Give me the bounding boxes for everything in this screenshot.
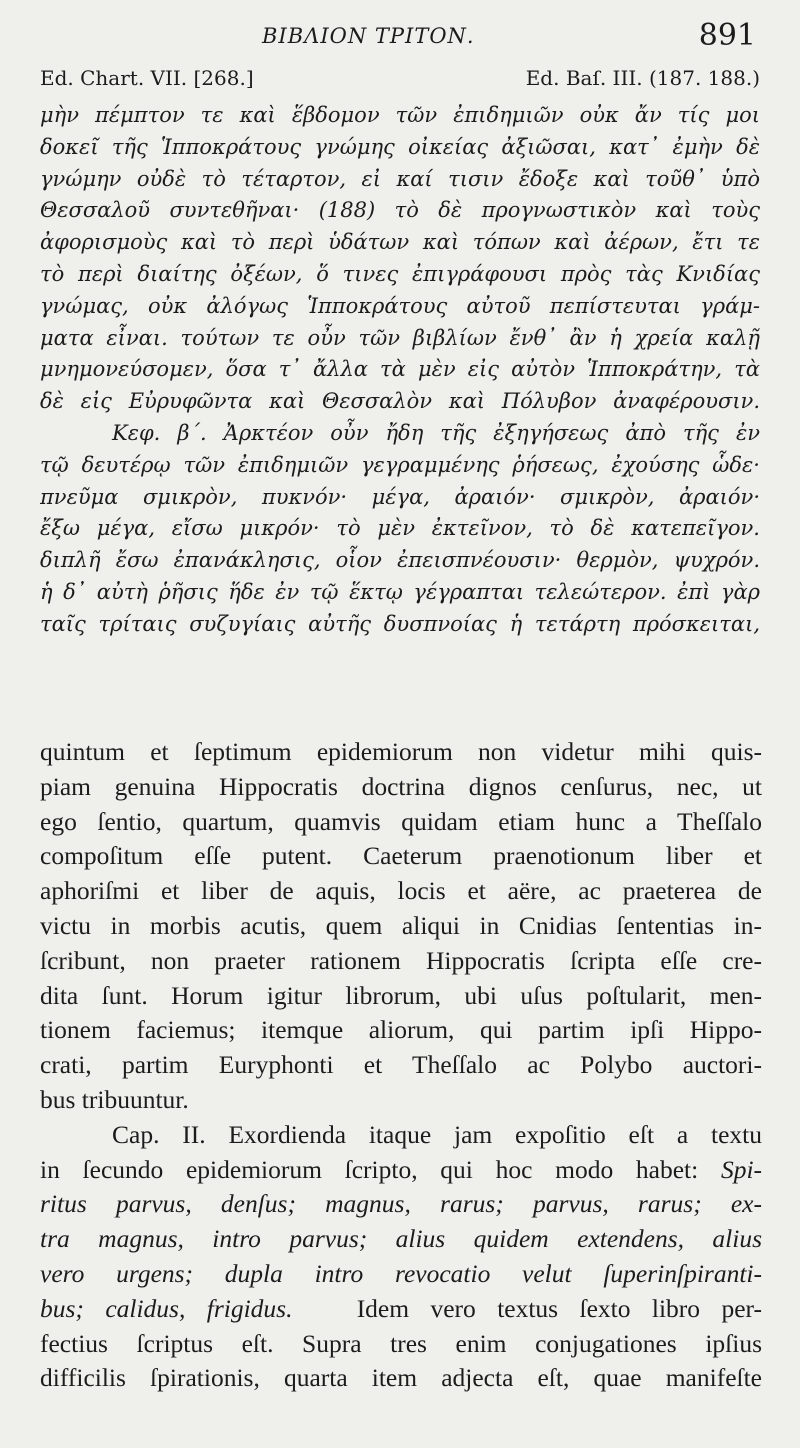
greek-line: τῷ δευτέρῳ τῶν ἐπιδημιῶν γεγραμμένης ῥήσεως, ἐχούσης ὧδε·	[40, 452, 760, 477]
latin-line: victu in morbis acutis, quem aliqui in Cnidias ſententias in-	[40, 910, 762, 940]
greek-line: μὴν πέμπτον τε καὶ ἕβδομον τῶν ἐπιδημιῶν οὐκ ἄν τίς μοι	[40, 103, 760, 127]
latin-line: aphoriſmi et liber de aquis, locis et aëre, ac praeterea de	[40, 876, 762, 906]
latin-line-text: Idem vero textus ſexto libro per-	[356, 1293, 762, 1323]
greek-line: μνημονεύσομεν, ὅσα τ᾽ ἄλλα τὰ μὲν εἰς αὐτὸν Ἱπποκράτην, τὰ	[40, 357, 760, 382]
greek-line: γνώμας, οὐκ ἀλόγως Ἱπποκράτους αὐτοῦ πεπίστευται γράμ-	[40, 293, 760, 318]
latin-line: ſcribunt, non praeter rationem Hippocratis ſcripta eſſe cre-	[40, 945, 762, 975]
latin-line: fectius ſcriptus eſt. Supra tres enim conjugationes ipſius	[40, 1328, 762, 1358]
latin-line: tionem faciemus; itemque aliorum, qui partim ipſi Hippo-	[40, 1015, 762, 1045]
latin-line: crati, partim Euryphonti et Theſſalo ac Polybo auctori-	[40, 1050, 762, 1080]
greek-line: ἡ δ᾽ αὐτὴ ῥῆσις ἥδε ἐν τῷ ἕκτῳ γέγραπται τελεώτερον. ἐπὶ γὰρ	[40, 579, 760, 604]
latin-line-with-italic	[40, 1153, 762, 1188]
greek-line: ἔξω μέγα, εἴσω μικρόν· τὸ μὲν ἐκτεῖνον, τὸ δὲ κατεπεῖγον.	[40, 516, 760, 541]
latin-chapter-heading-line: Cap. II. Exordienda itaque jam expoſitio eſt a textu	[112, 1119, 762, 1149]
edition-left: Ed. Chart. VII. [268.]	[40, 66, 254, 90]
greek-text-block	[40, 100, 760, 641]
edition-reference-line	[40, 66, 760, 90]
latin-text-block	[40, 735, 762, 1396]
latin-quote-end: bus; calidus, frigidus.	[40, 1293, 293, 1323]
greek-line: δοκεῖ τῆς Ἱπποκράτους γνώμης οἰκείας ἀξιῶσαι, κατ᾽ ἐμὴν δὲ	[40, 134, 760, 159]
latin-quote-start: Spi-	[720, 1154, 762, 1184]
edition-right: Ed. Baſ. III. (187. 188.)	[525, 66, 760, 90]
greek-chapter-heading-line: Κεφ. β΄. Ἀρκτέον οὖν ἤδη τῆς ἐξηγήσεως ἀπὸ τῆς ἐν	[112, 420, 760, 445]
page-number: 891	[698, 18, 756, 53]
latin-line: compoſitum eſſe putent. Caeterum praenotionum liber et	[40, 841, 762, 871]
running-title: ΒΙΒΛΙΟΝ ΤΡΙΤΟΝ.	[262, 24, 475, 48]
page-header	[0, 18, 800, 58]
greek-line: ἀφορισμοὺς καὶ τὸ περὶ ὑδάτων καὶ τόπων καὶ ἀέρων, ἔτι τε	[40, 230, 760, 255]
greek-line: ταῖς τρίταις συζυγίαις αὐτῆς δυσπνοίας ἡ τετάρτη πρόσκειται,	[40, 611, 760, 636]
latin-line: dita ſunt. Horum igitur librorum, ubi uſus poſtularit, men-	[40, 980, 762, 1010]
greek-line: πνεῦμα σμικρὸν, πυκνόν· μέγα, ἀραιόν· σμικρὸν, ἀραιόν·	[40, 484, 760, 509]
latin-line-with-italic	[40, 1292, 762, 1327]
latin-line: bus tribuuntur.	[40, 1084, 189, 1114]
latin-line-text: in ſecundo epidemiorum ſcripto, qui hoc modo habet:	[40, 1154, 699, 1184]
greek-line: ματα εἶναι. τούτων τε οὖν τῶν βιβλίων ἔνθ᾽ ἂν ἡ χρεία καλῇ	[40, 325, 760, 350]
greek-line: διπλῆ ἔσω ἐπανάκλησις, οἷον ἐπεισπνέουσιν· θερμὸν, ψυχρόν.	[40, 548, 760, 573]
greek-line: Θεσσαλοῦ συντεθῆναι· (188) τὸ δὲ προγνωστικὸν καὶ τοὺς	[40, 198, 760, 223]
greek-line: γνώμην οὐδὲ τὸ τέταρτον, εἰ καί τισιν ἔδοξε καὶ τοῦθ᾽ ὑπὸ	[40, 166, 760, 191]
latin-quote-line: ritus parvus, denſus; magnus, rarus; parvus, rarus; ex-	[40, 1189, 762, 1219]
greek-line: δὲ εἰς Εὐρυφῶντα καὶ Θεσσαλὸν καὶ Πόλυβον ἀναφέρουσιν.	[40, 389, 760, 414]
latin-quote-line: tra magnus, intro parvus; alius quidem extendens, alius	[40, 1224, 762, 1254]
latin-quote-line: vero urgens; dupla intro revocatio velut ſuperinſpiranti-	[40, 1258, 762, 1288]
latin-line: ego ſentio, quartum, quamvis quidam etiam hunc a Theſſalo	[40, 806, 762, 836]
latin-line: quintum et ſeptimum epidemiorum non videtur mihi quis-	[40, 737, 762, 766]
latin-line: piam genuina Hippocratis doctrina dignos cenſurus, nec, ut	[40, 771, 762, 801]
greek-line: τὸ περὶ διαίτης ὀξέων, ὅ τινες ἐπιγράφουσι πρὸς τὰς Κνιδίας	[40, 261, 760, 286]
latin-line: difficilis ſpirationis, quarta item adjecta eſt, quae manifeſte	[40, 1363, 762, 1393]
